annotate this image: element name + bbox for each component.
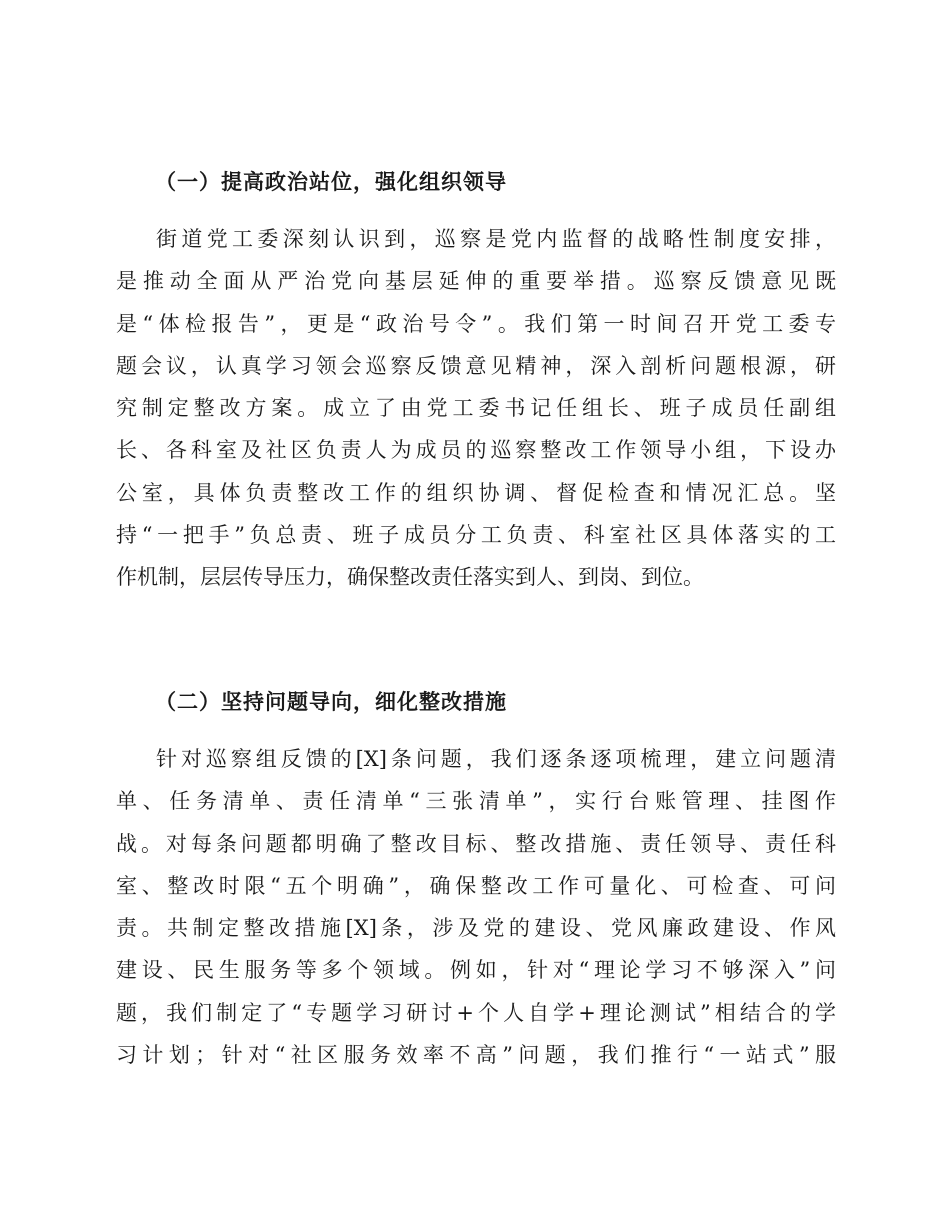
paragraph-line: 题，我们制定了“专题学习研讨+个人自学+理论测试”相结合的学 [116, 1000, 836, 1025]
paragraph-line: 是“体检报告”，更是“政治号令”。我们第一时间召开党工委专 [116, 311, 836, 336]
paragraph-line: 室、整改时限“五个明确”，确保整改工作可量化、可检查、可问 [116, 873, 836, 898]
paragraph-line: 题会议，认真学习领会巡察反馈意见精神，深入剖析问题根源，研 [116, 353, 836, 378]
section-heading-1: （一）提高政治站位，强化组织领导 [155, 170, 507, 194]
section-heading-2: （二）坚持问题导向，细化整改措施 [155, 690, 507, 714]
paragraph-line: 公室，具体负责整改工作的组织协调、督促检查和情况汇总。坚 [116, 480, 836, 505]
paragraph-line: 街道党工委深刻认识到，巡察是党内监督的战略性制度安排， [156, 227, 836, 251]
section-paragraph-2 [116, 738, 836, 1076]
paragraph-line: 作机制，层层传导压力，确保整改责任落实到人、到岗、到位。 [116, 565, 704, 590]
paragraph-line: 持“一把手”负总责、班子成员分工负责、科室社区具体落实的工 [116, 523, 836, 548]
paragraph-line: 究制定整改方案。成立了由党工委书记任组长、班子成员任副组 [116, 396, 836, 421]
paragraph-line: 建设、民生服务等多个领域。例如，针对“理论学习不够深入”问 [116, 958, 836, 983]
paragraph-line: 针对巡察组反馈的[X]条问题，我们逐条逐项梳理，建立问题清 [156, 747, 836, 771]
paragraph-line: 习计划；针对“社区服务效率不高”问题，我们推行“一站式”服 [116, 1043, 836, 1068]
paragraph-line: 长、各科室及社区负责人为成员的巡察整改工作领导小组，下设办 [116, 438, 836, 463]
paragraph-line: 战。对每条问题都明确了整改目标、整改措施、责任领导、责任科 [116, 831, 836, 856]
paragraph-line: 是推动全面从严治党向基层延伸的重要举措。巡察反馈意见既 [116, 269, 836, 294]
paragraph-line: 责。共制定整改措施[X]条，涉及党的建设、党风廉政建设、作风 [116, 916, 836, 941]
paragraph-line: 单、任务清单、责任清单“三张清单”，实行台账管理、挂图作 [116, 789, 836, 814]
section-paragraph-1 [116, 218, 836, 599]
